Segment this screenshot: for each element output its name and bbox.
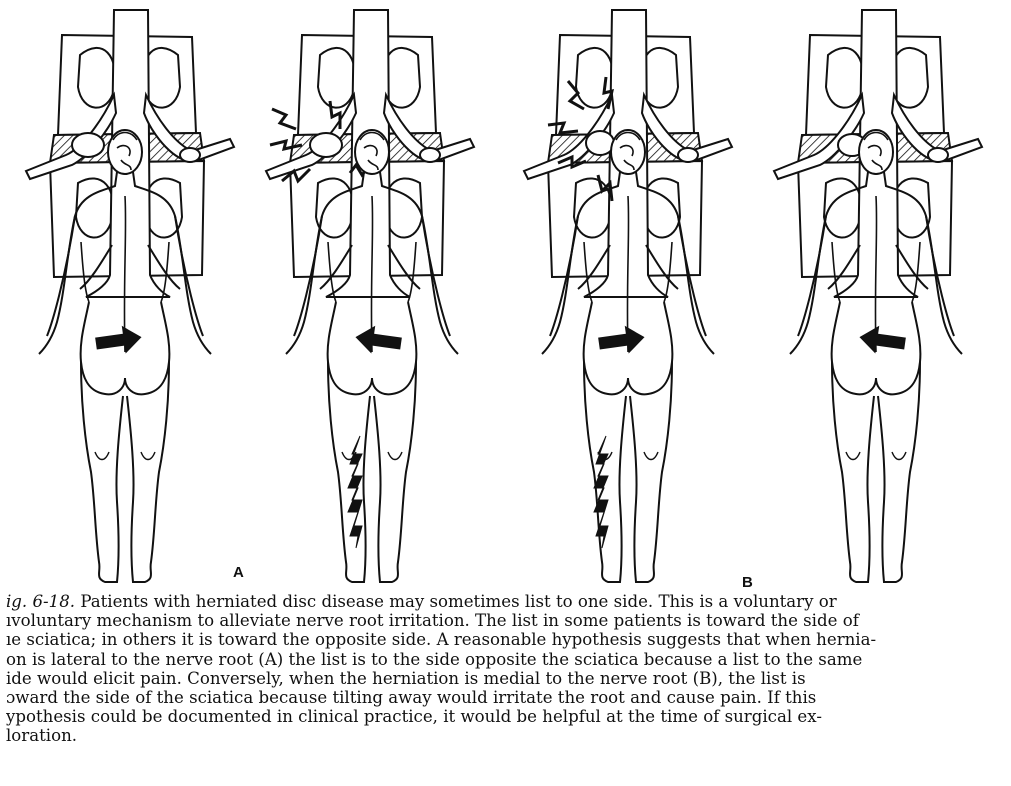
caption-line-8: loration. xyxy=(6,726,78,746)
herniation-bulge xyxy=(72,133,104,157)
caption-line-4: on is lateral to the nerve root (A) the list is to the side opposite the sciatica because a list to the same xyxy=(6,649,863,669)
list-arrow-left xyxy=(354,323,403,357)
list-arrow-left xyxy=(858,323,907,357)
caption-line-3: ıe sciatica; in others it is toward the opposite side. A reasonable hypothesis suggests that when hernia- xyxy=(6,630,877,650)
list-arrow-right xyxy=(94,323,143,357)
figure-caption xyxy=(6,592,996,746)
caption-line-5: ide would elicit pain. Conversely, when the herniation is medial to the nerve root (B), the list is xyxy=(6,668,806,688)
panel-label-b: B xyxy=(742,574,753,591)
herniation-bulge xyxy=(586,131,614,155)
caption-line-1-text: Patients with herniated disc disease may sometimes list to one side. This is a voluntary or xyxy=(75,592,837,611)
caption-line-6: ɔward the side of the sciatica because tilting away would irritate the root and cause pain. If this xyxy=(6,688,817,708)
caption-line-1 xyxy=(6,592,996,611)
caption-figure-number: ig. 6-18. xyxy=(6,592,76,611)
panel-label-a: A xyxy=(233,564,244,581)
list-arrow-right xyxy=(597,323,646,357)
caption-line-7: ypothesis could be documented in clinical practice, it would be helpful at the time of surgical ex- xyxy=(6,707,822,727)
herniation-bulge xyxy=(310,133,342,157)
caption-line-2: ıvoluntary mechanism to alleviate nerve root irritation. The list in some patients is toward the side of xyxy=(6,611,859,631)
